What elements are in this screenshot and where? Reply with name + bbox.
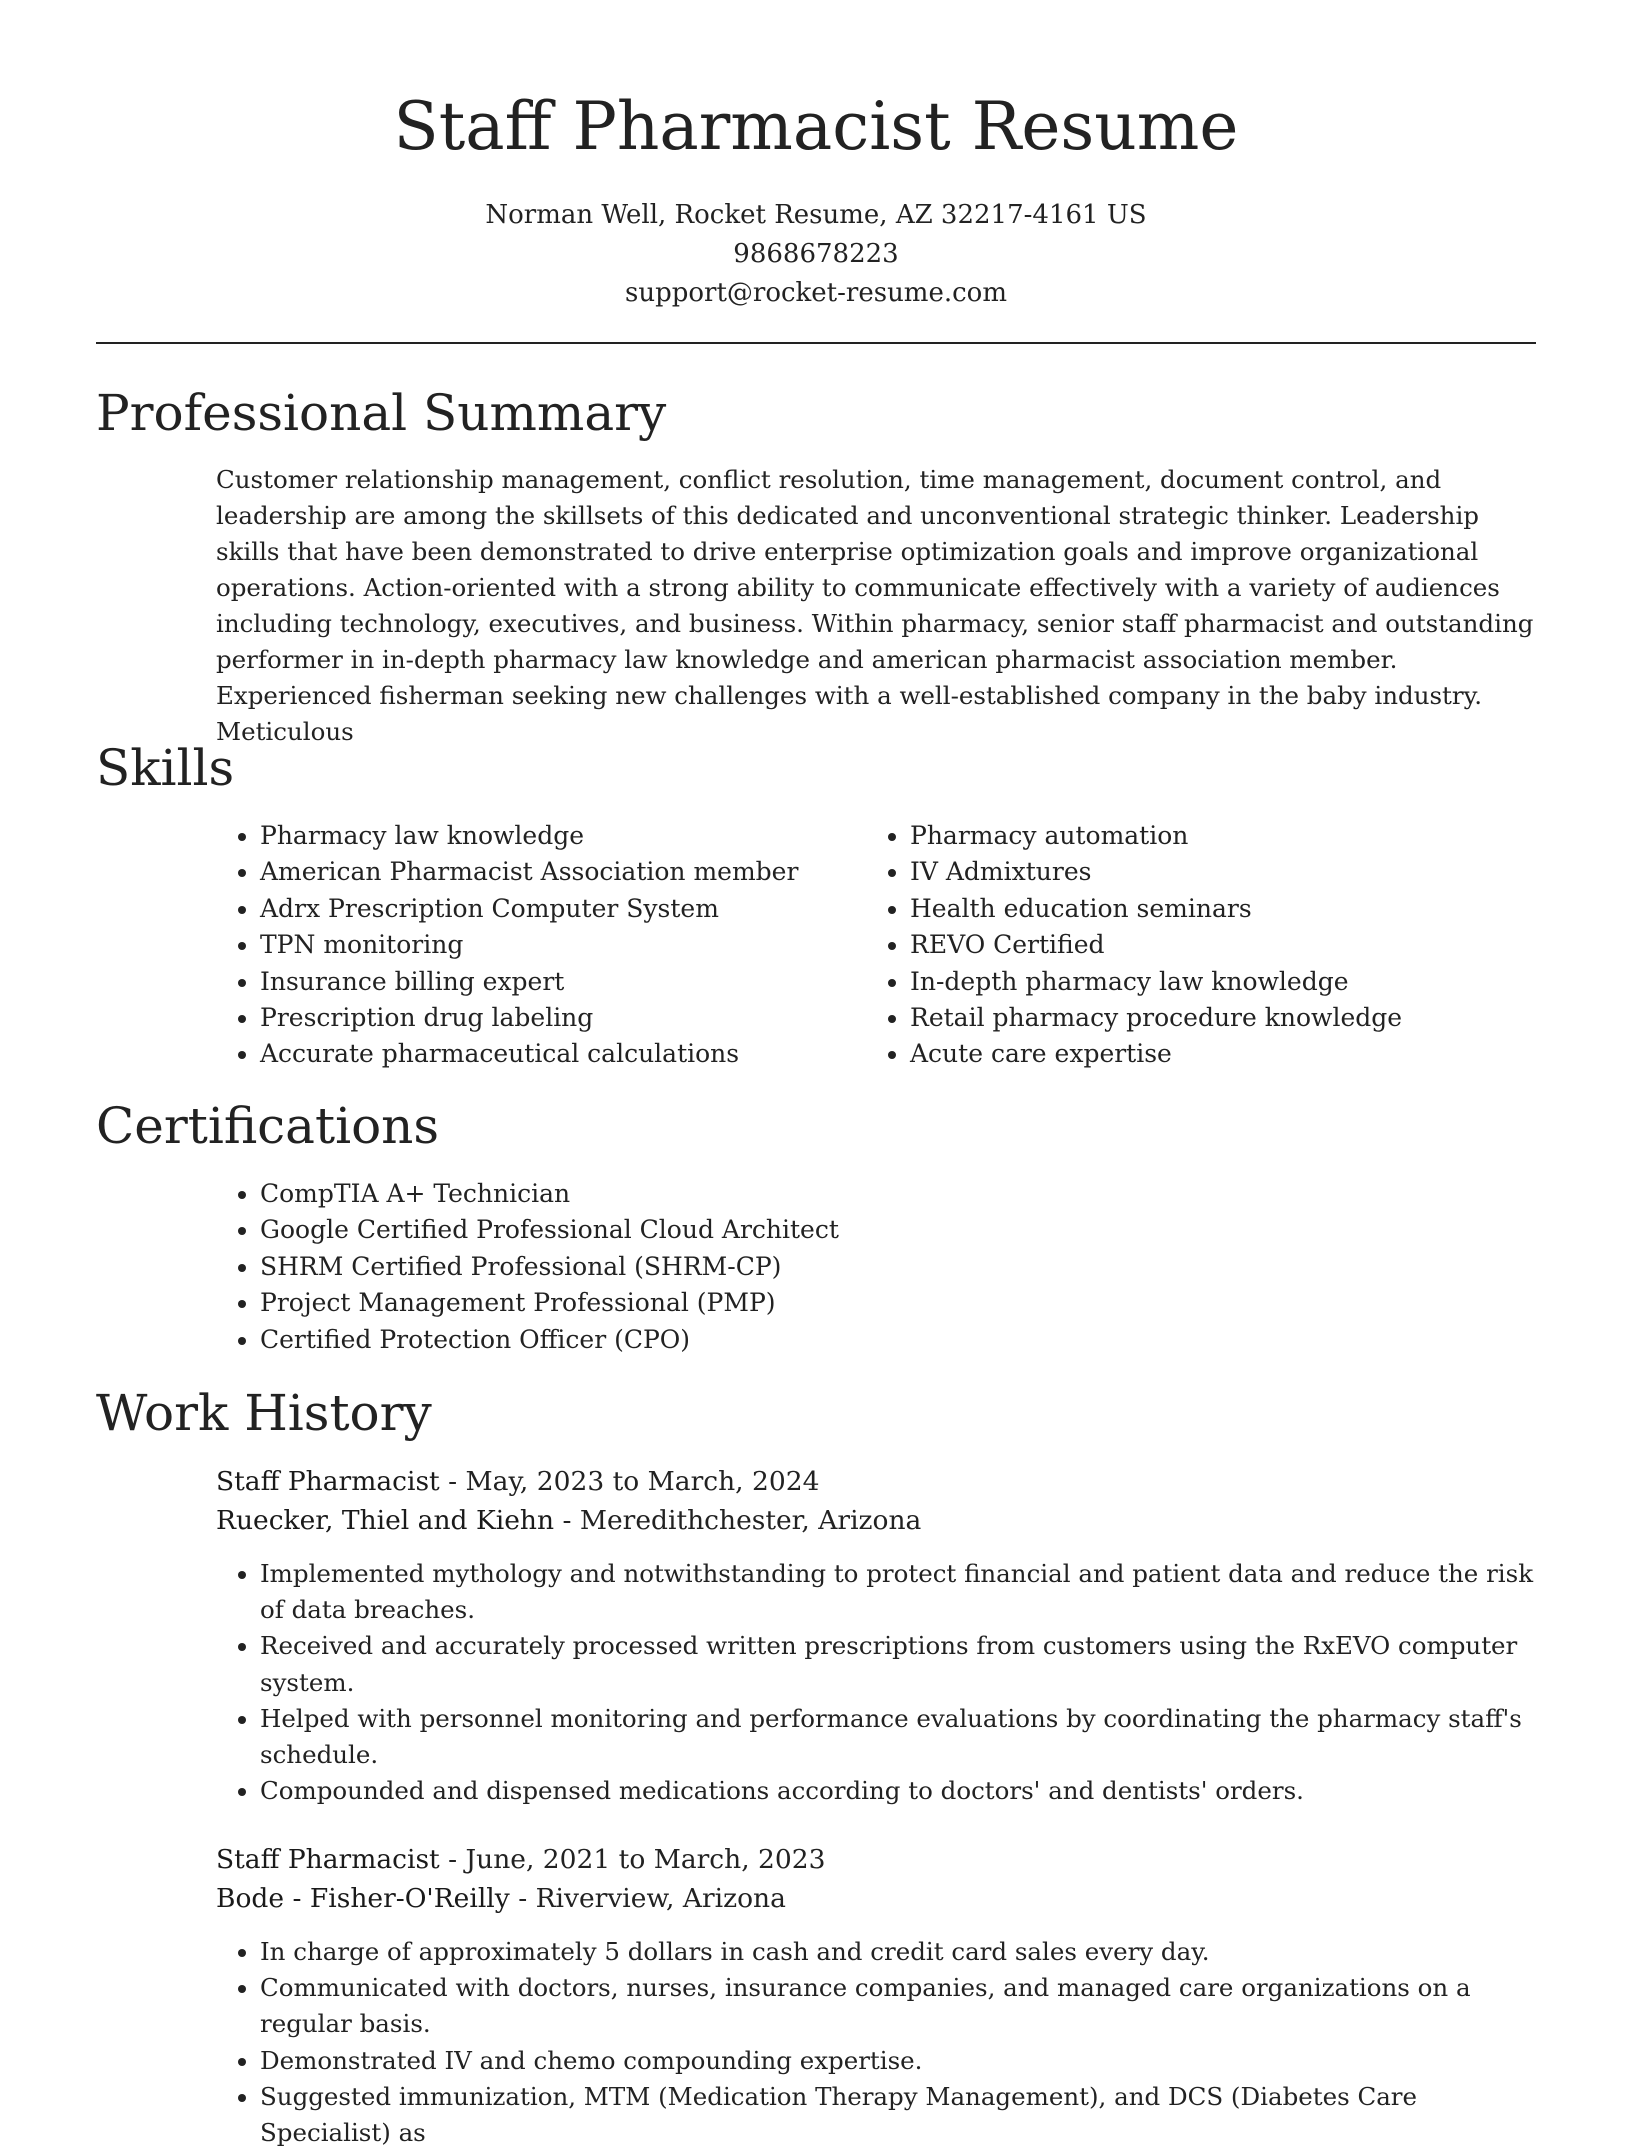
job-company: Bode - Fisher-O'Reilly <box>216 1883 510 1914</box>
list-item: • Compounded and dispensed medications according to doctors' and dentists' orders. <box>260 1773 1536 1809</box>
header-divider <box>96 342 1536 344</box>
job-dates: - May, 2023 to March, 2024 <box>439 1466 820 1497</box>
list-item: • Adrx Prescription Computer System <box>260 891 866 927</box>
list-item: • Certified Protection Officer (CPO) <box>260 1322 839 1358</box>
list-item: • Retail pharmacy procedure knowledge <box>910 1000 1516 1036</box>
resume-header <box>0 0 1632 313</box>
skills-column-right <box>866 818 1516 1073</box>
list-item: • Communicated with doctors, nurses, insurance companies, and managed care organizations on a regular basis. <box>260 1970 1536 2042</box>
list-item: • Pharmacy law knowledge <box>260 818 866 854</box>
contact-block <box>0 196 1632 313</box>
list-item: • In charge of approximately 5 dollars in cash and credit card sales every day. <box>260 1934 1536 1970</box>
list-item: • Insurance billing expert <box>260 964 866 1000</box>
job-company-line <box>216 1879 1536 1918</box>
summary-text: Customer relationship management, conflict resolution, time management, document control, and leadership are among the skillsets of this dedicated and unconventional strategic thinker. Leadership skills that have been demonstrated to drive enterprise optimization goals and improve organizational operations. Action-oriented with a strong ability to communicate effectively with a variety of audiences including technology, executives, and business. Within pharmacy, senior staff pharmacist and outstanding performer in in-depth pharmacy law knowledge and american pharmacist association member. Experienced fisherman seeking new challenges with a well-established company in the baby industry. Meticulous <box>216 465 1534 746</box>
list-item: • SHRM Certified Professional (SHRM-CP) <box>260 1249 839 1285</box>
job-company: Ruecker, Thiel and Kiehn <box>216 1505 555 1536</box>
list-item: • Received and accurately processed written prescriptions from customers using the RxEVO computer system. <box>260 1628 1536 1700</box>
page-title: Staff Pharmacist Resume <box>393 88 1239 165</box>
summary-heading: Professional Summary <box>96 384 667 442</box>
list-item: • Accurate pharmaceutical calculations <box>260 1036 866 1072</box>
contact-address: Norman Well, Rocket Resume, AZ 32217-4161 US <box>485 200 1147 230</box>
contact-email: support@rocket-resume.com <box>624 278 1007 308</box>
job-dates: - June, 2021 to March, 2023 <box>439 1844 826 1875</box>
job-entry <box>216 1462 1536 1809</box>
job-duties <box>216 1556 1536 1809</box>
list-item: • Pharmacy automation <box>910 818 1516 854</box>
work-history-heading: Work History <box>96 1384 432 1442</box>
list-item: • American Pharmacist Association member <box>260 854 866 890</box>
list-item: • Suggested immunization, MTM (Medication Therapy Management), and DCS (Diabetes Care Specialist) as <box>260 2079 1536 2151</box>
job-location: - Meredithchester, Arizona <box>554 1505 922 1536</box>
list-item: • Acute care expertise <box>910 1036 1516 1072</box>
list-item: • Project Management Professional (PMP) <box>260 1285 839 1321</box>
job-company-line <box>216 1501 1536 1540</box>
certifications-heading: Certifications <box>96 1097 440 1155</box>
list-item: • In-depth pharmacy law knowledge <box>910 964 1516 1000</box>
list-item: • Google Certified Professional Cloud Architect <box>260 1212 839 1248</box>
list-item: • Prescription drug labeling <box>260 1000 866 1036</box>
contact-phone: 9868678223 <box>733 239 899 269</box>
list-item: • Implemented mythology and notwithstanding to protect financial and patient data and reduce the risk of data breaches. <box>260 1556 1536 1628</box>
certifications-list <box>216 1176 839 1358</box>
skills-list <box>216 818 1536 1073</box>
job-title: Staff Pharmacist <box>216 1844 440 1875</box>
job-title-line <box>216 1462 1536 1501</box>
list-item: • Helped with personnel monitoring and performance evaluations by coordinating the pharmacy staff's schedule. <box>260 1701 1536 1773</box>
list-item: • REVO Certified <box>910 927 1516 963</box>
list-item: • TPN monitoring <box>260 927 866 963</box>
list-item: • CompTIA A+ Technician <box>260 1176 839 1212</box>
list-item: • IV Admixtures <box>910 854 1516 890</box>
list-item: • Demonstrated IV and chemo compounding expertise. <box>260 2043 1536 2079</box>
job-location: - Riverview, Arizona <box>509 1883 786 1914</box>
job-duties <box>216 1934 1536 2151</box>
job-title-line <box>216 1840 1536 1879</box>
skills-heading: Skills <box>96 739 235 797</box>
skills-column-left <box>216 818 866 1073</box>
job-entry <box>216 1840 1536 2151</box>
list-item: • Health education seminars <box>910 891 1516 927</box>
job-title: Staff Pharmacist <box>216 1466 440 1497</box>
